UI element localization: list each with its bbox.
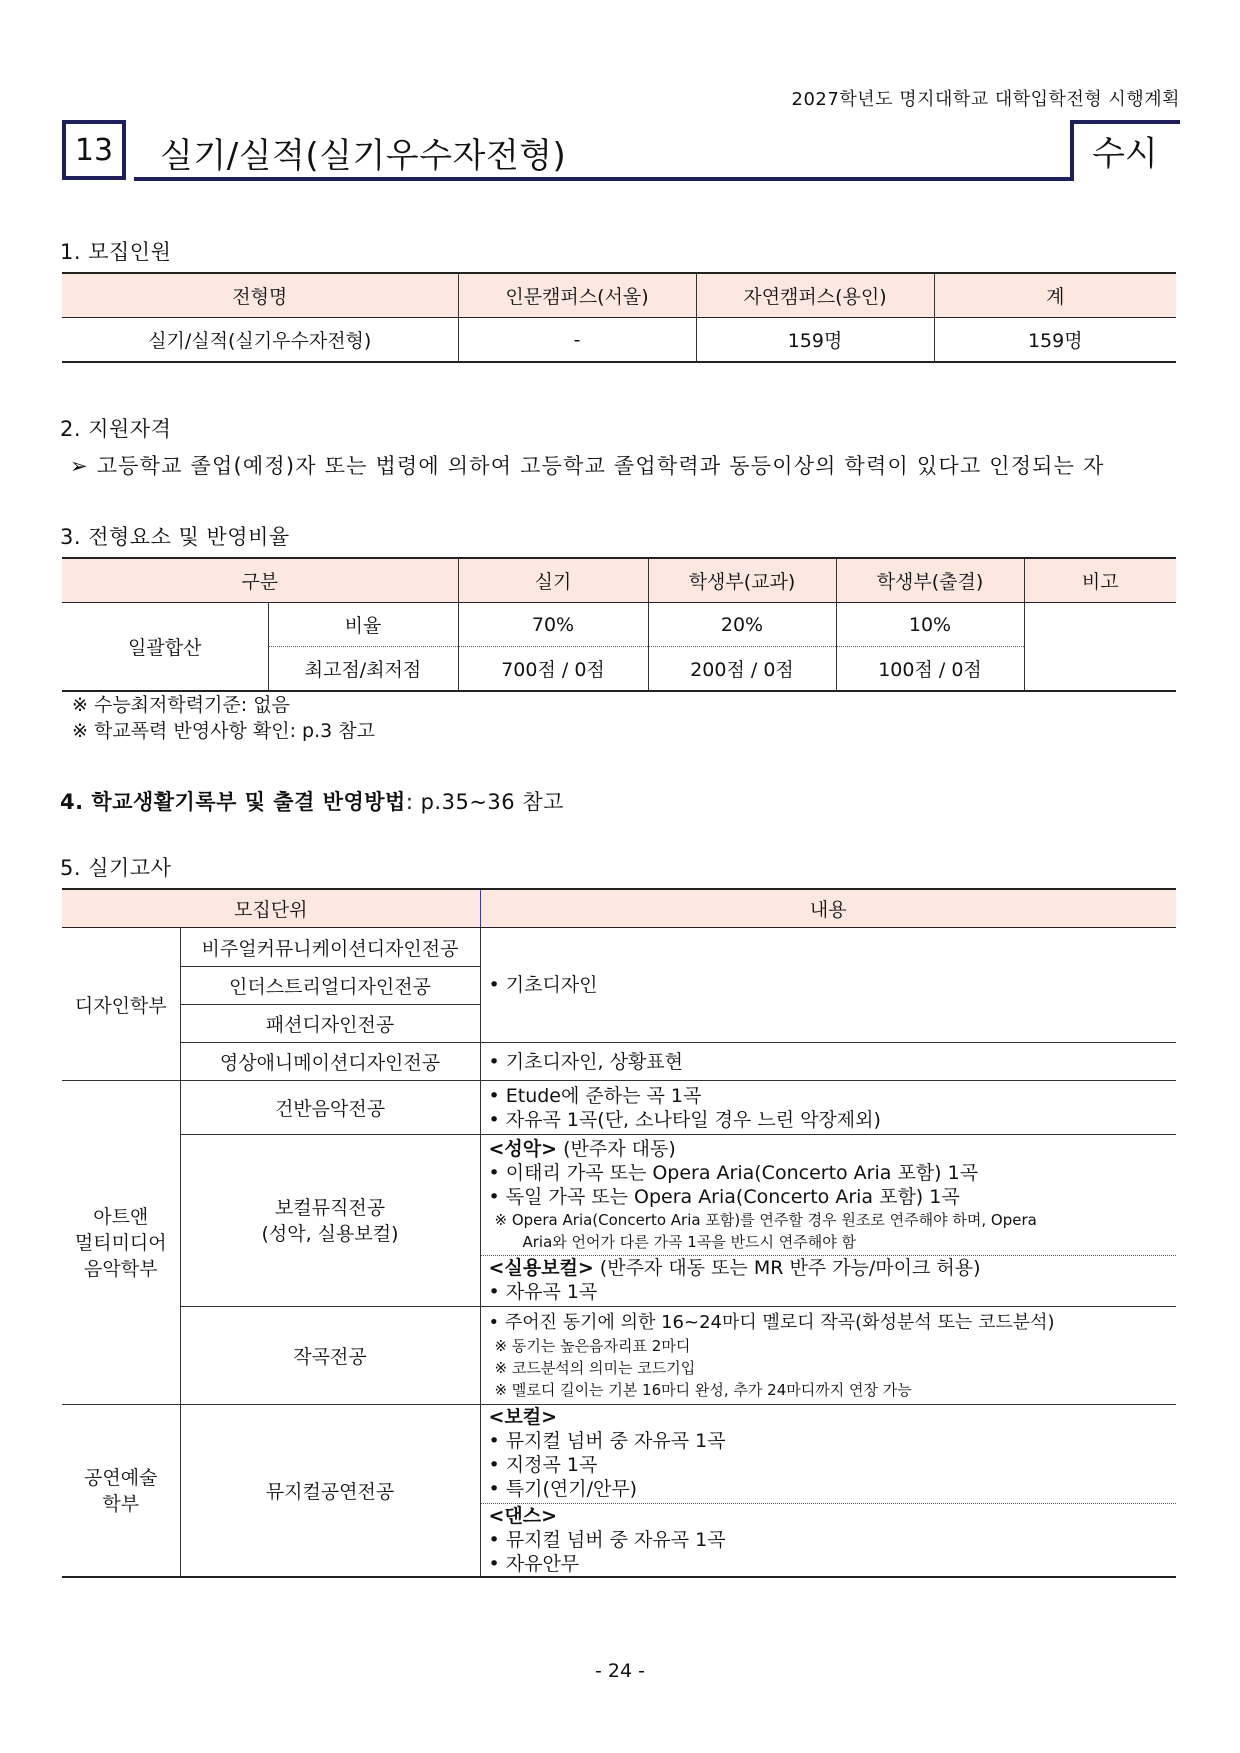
section-5-title: 5. 실기고사 bbox=[60, 856, 172, 880]
note-csat: ※ 수능최저학력기준: 없음 bbox=[72, 694, 290, 716]
section-1-title: 1. 모집인원 bbox=[60, 240, 172, 264]
table-row bbox=[62, 1043, 1176, 1081]
school-line: 멀티미디어 bbox=[74, 1231, 167, 1254]
section-4-title-rest: : p.35~36 참고 bbox=[405, 790, 564, 814]
content-line bbox=[489, 1405, 1177, 1429]
eligibility-text-line bbox=[70, 450, 1105, 480]
content-note: ※ 동기는 높은음자리표 2마디 bbox=[494, 1336, 691, 1355]
content-line bbox=[489, 1137, 1177, 1161]
major-cell: 뮤지컬공연전공 bbox=[180, 1405, 480, 1578]
school-line: 학부 bbox=[102, 1492, 140, 1515]
major-cell: 비주얼커뮤니케이션디자인전공 bbox=[180, 928, 480, 967]
table-cell: 100점 / 0점 bbox=[836, 647, 1024, 692]
major-cell: 영상애니메이션디자인전공 bbox=[180, 1043, 480, 1081]
major-cell bbox=[180, 1135, 480, 1307]
school-cell bbox=[62, 1405, 180, 1578]
eligibility-text: 고등학교 졸업(예정)자 또는 법령에 의하여 고등학교 졸업학력과 동등이상의 학력이 있다고 인정되는 자 bbox=[96, 454, 1105, 478]
group-cell: 일괄합산 bbox=[62, 603, 268, 692]
school-cell bbox=[62, 1081, 180, 1405]
content-line: • 자유곡 1곡(단, 소나타일 경우 느린 악장제외) bbox=[488, 1108, 881, 1131]
header-cell: 인문캠퍼스(서울) bbox=[458, 273, 696, 318]
school-line: 아트앤 bbox=[93, 1205, 149, 1228]
table-cell: 최고점/최저점 bbox=[268, 647, 458, 692]
arrow-bullet-icon: ➢ bbox=[70, 454, 89, 478]
content-cell bbox=[480, 1307, 1176, 1405]
major-cell: 작곡전공 bbox=[180, 1307, 480, 1405]
section-3-title: 3. 전형요소 및 반영비율 bbox=[60, 525, 290, 549]
section-4-title bbox=[60, 786, 564, 816]
table-header-row bbox=[62, 273, 1176, 318]
table-row bbox=[62, 318, 1176, 363]
content-line: • 뮤지컬 넘버 중 자유곡 1곡 bbox=[488, 1529, 726, 1551]
header-cell: 모집단위 bbox=[62, 889, 480, 928]
table-cell: 10% bbox=[836, 603, 1024, 647]
table-cell: 실기/실적(실기우수자전형) bbox=[62, 318, 458, 363]
content-line: • Etude에 준하는 곡 1곡 bbox=[488, 1084, 702, 1107]
school-cell: 디자인학부 bbox=[62, 928, 180, 1081]
content-line: • 지정곡 1곡 bbox=[488, 1454, 598, 1476]
content-line: • 독일 가곡 또는 Opera Aria(Concerto Aria 포함) 1곡 bbox=[488, 1186, 960, 1208]
document-title: 2027학년도 명지대학교 대학입학전형 시행계획 bbox=[791, 89, 1180, 110]
table-cell: 200점 / 0점 bbox=[648, 647, 836, 692]
content-line: • 뮤지컬 넘버 중 자유곡 1곡 bbox=[488, 1430, 726, 1452]
content-note: ※ 코드분석의 의미는 코드기입 bbox=[494, 1358, 696, 1377]
table-cell: - bbox=[458, 318, 696, 363]
content-note: ※ 멜로디 길이는 기본 16마디 완성, 추가 24마디까지 연장 가능 bbox=[494, 1380, 912, 1399]
admission-type-tag: 수시 bbox=[1092, 134, 1158, 174]
header-cell: 학생부(출결) bbox=[836, 558, 1024, 603]
section-number-box: 13 bbox=[62, 120, 126, 180]
header-cell: 계 bbox=[934, 273, 1176, 318]
content-cell: • 기초디자인 bbox=[480, 928, 1176, 1043]
header-cell: 자연캠퍼스(용인) bbox=[696, 273, 934, 318]
recruitment-table bbox=[62, 272, 1176, 363]
header-cell: 구분 bbox=[62, 558, 458, 603]
content-line: • 특기(연기/안무) bbox=[488, 1478, 638, 1500]
note-school-violence: ※ 학교폭력 반영사항 확인: p.3 참고 bbox=[72, 720, 375, 742]
table-cell: 20% bbox=[648, 603, 836, 647]
major-line: (성악, 실용보컬) bbox=[261, 1222, 399, 1245]
header-cell: 실기 bbox=[458, 558, 648, 603]
content-cell bbox=[480, 1405, 1176, 1578]
major-cell: 패션디자인전공 bbox=[180, 1005, 480, 1043]
table-header-row bbox=[62, 558, 1176, 603]
table-cell: 비율 bbox=[268, 603, 458, 647]
dance-heading: <댄스> bbox=[488, 1505, 558, 1527]
content-note: Aria와 언어가 다른 가곡 1곡을 반드시 연주해야 함 bbox=[522, 1233, 857, 1251]
content-line: • 주어진 동기에 의한 16~24마디 멜로디 작곡(화성분석 또는 코드분석) bbox=[488, 1311, 1055, 1333]
major-cell: 인더스트리얼디자인전공 bbox=[180, 967, 480, 1005]
table-cell: 159명 bbox=[696, 318, 934, 363]
content-line bbox=[489, 1256, 1177, 1280]
table-cell: 159명 bbox=[934, 318, 1176, 363]
content-cell bbox=[480, 1135, 1176, 1307]
title-underline bbox=[134, 177, 1074, 181]
table-cell: 700점 / 0점 bbox=[458, 647, 648, 692]
practical-exam-table bbox=[62, 888, 1176, 1578]
popular-heading-rest: (반주자 대동 또는 MR 반주 가능/마이크 허용) bbox=[593, 1257, 981, 1279]
classical-heading: <성악> bbox=[488, 1138, 558, 1160]
vocal-heading: <보컬> bbox=[488, 1406, 558, 1428]
major-line: 보컬뮤직전공 bbox=[274, 1196, 386, 1219]
table-row bbox=[62, 928, 1176, 967]
header-cell: 학생부(교과) bbox=[648, 558, 836, 603]
school-line: 공연예술 bbox=[84, 1466, 158, 1489]
header-cell: 비고 bbox=[1024, 558, 1176, 603]
evaluation-ratio-table bbox=[62, 557, 1176, 692]
table-row bbox=[62, 603, 1176, 647]
table-row bbox=[62, 1405, 1176, 1578]
header-cell: 내용 bbox=[480, 889, 1176, 928]
table-header-row bbox=[62, 889, 1176, 928]
content-cell: • 기초디자인, 상황표현 bbox=[480, 1043, 1176, 1081]
content-note: ※ Opera Aria(Concerto Aria 포함)를 연주할 경우 원조로 연주해야 하며, Opera bbox=[494, 1211, 1037, 1229]
popular-heading: <실용보컬> bbox=[488, 1257, 594, 1279]
classical-heading-rest: (반주자 대동) bbox=[557, 1138, 676, 1160]
content-cell bbox=[480, 1081, 1176, 1135]
table-row bbox=[62, 1081, 1176, 1135]
page-number: - 24 - bbox=[595, 1660, 645, 1682]
content-line: • 이태리 가곡 또는 Opera Aria(Concerto Aria 포함) 1곡 bbox=[488, 1162, 979, 1184]
table-cell: 70% bbox=[458, 603, 648, 647]
table-row bbox=[62, 1135, 1176, 1307]
content-line: • 자유곡 1곡 bbox=[488, 1281, 598, 1303]
content-line: • 자유안무 bbox=[488, 1553, 580, 1575]
section-4-title-bold: 4. 학교생활기록부 및 출결 반영방법 bbox=[60, 790, 406, 814]
section-2-title: 2. 지원자격 bbox=[60, 417, 172, 441]
content-line bbox=[489, 1504, 1177, 1528]
remarks-cell bbox=[1024, 603, 1176, 692]
header-cell: 전형명 bbox=[62, 273, 458, 318]
major-cell: 건반음악전공 bbox=[180, 1081, 480, 1135]
page-title: 실기/실적(실기우수자전형) bbox=[160, 136, 567, 176]
table-row bbox=[62, 1307, 1176, 1405]
school-line: 음악학부 bbox=[84, 1257, 158, 1280]
